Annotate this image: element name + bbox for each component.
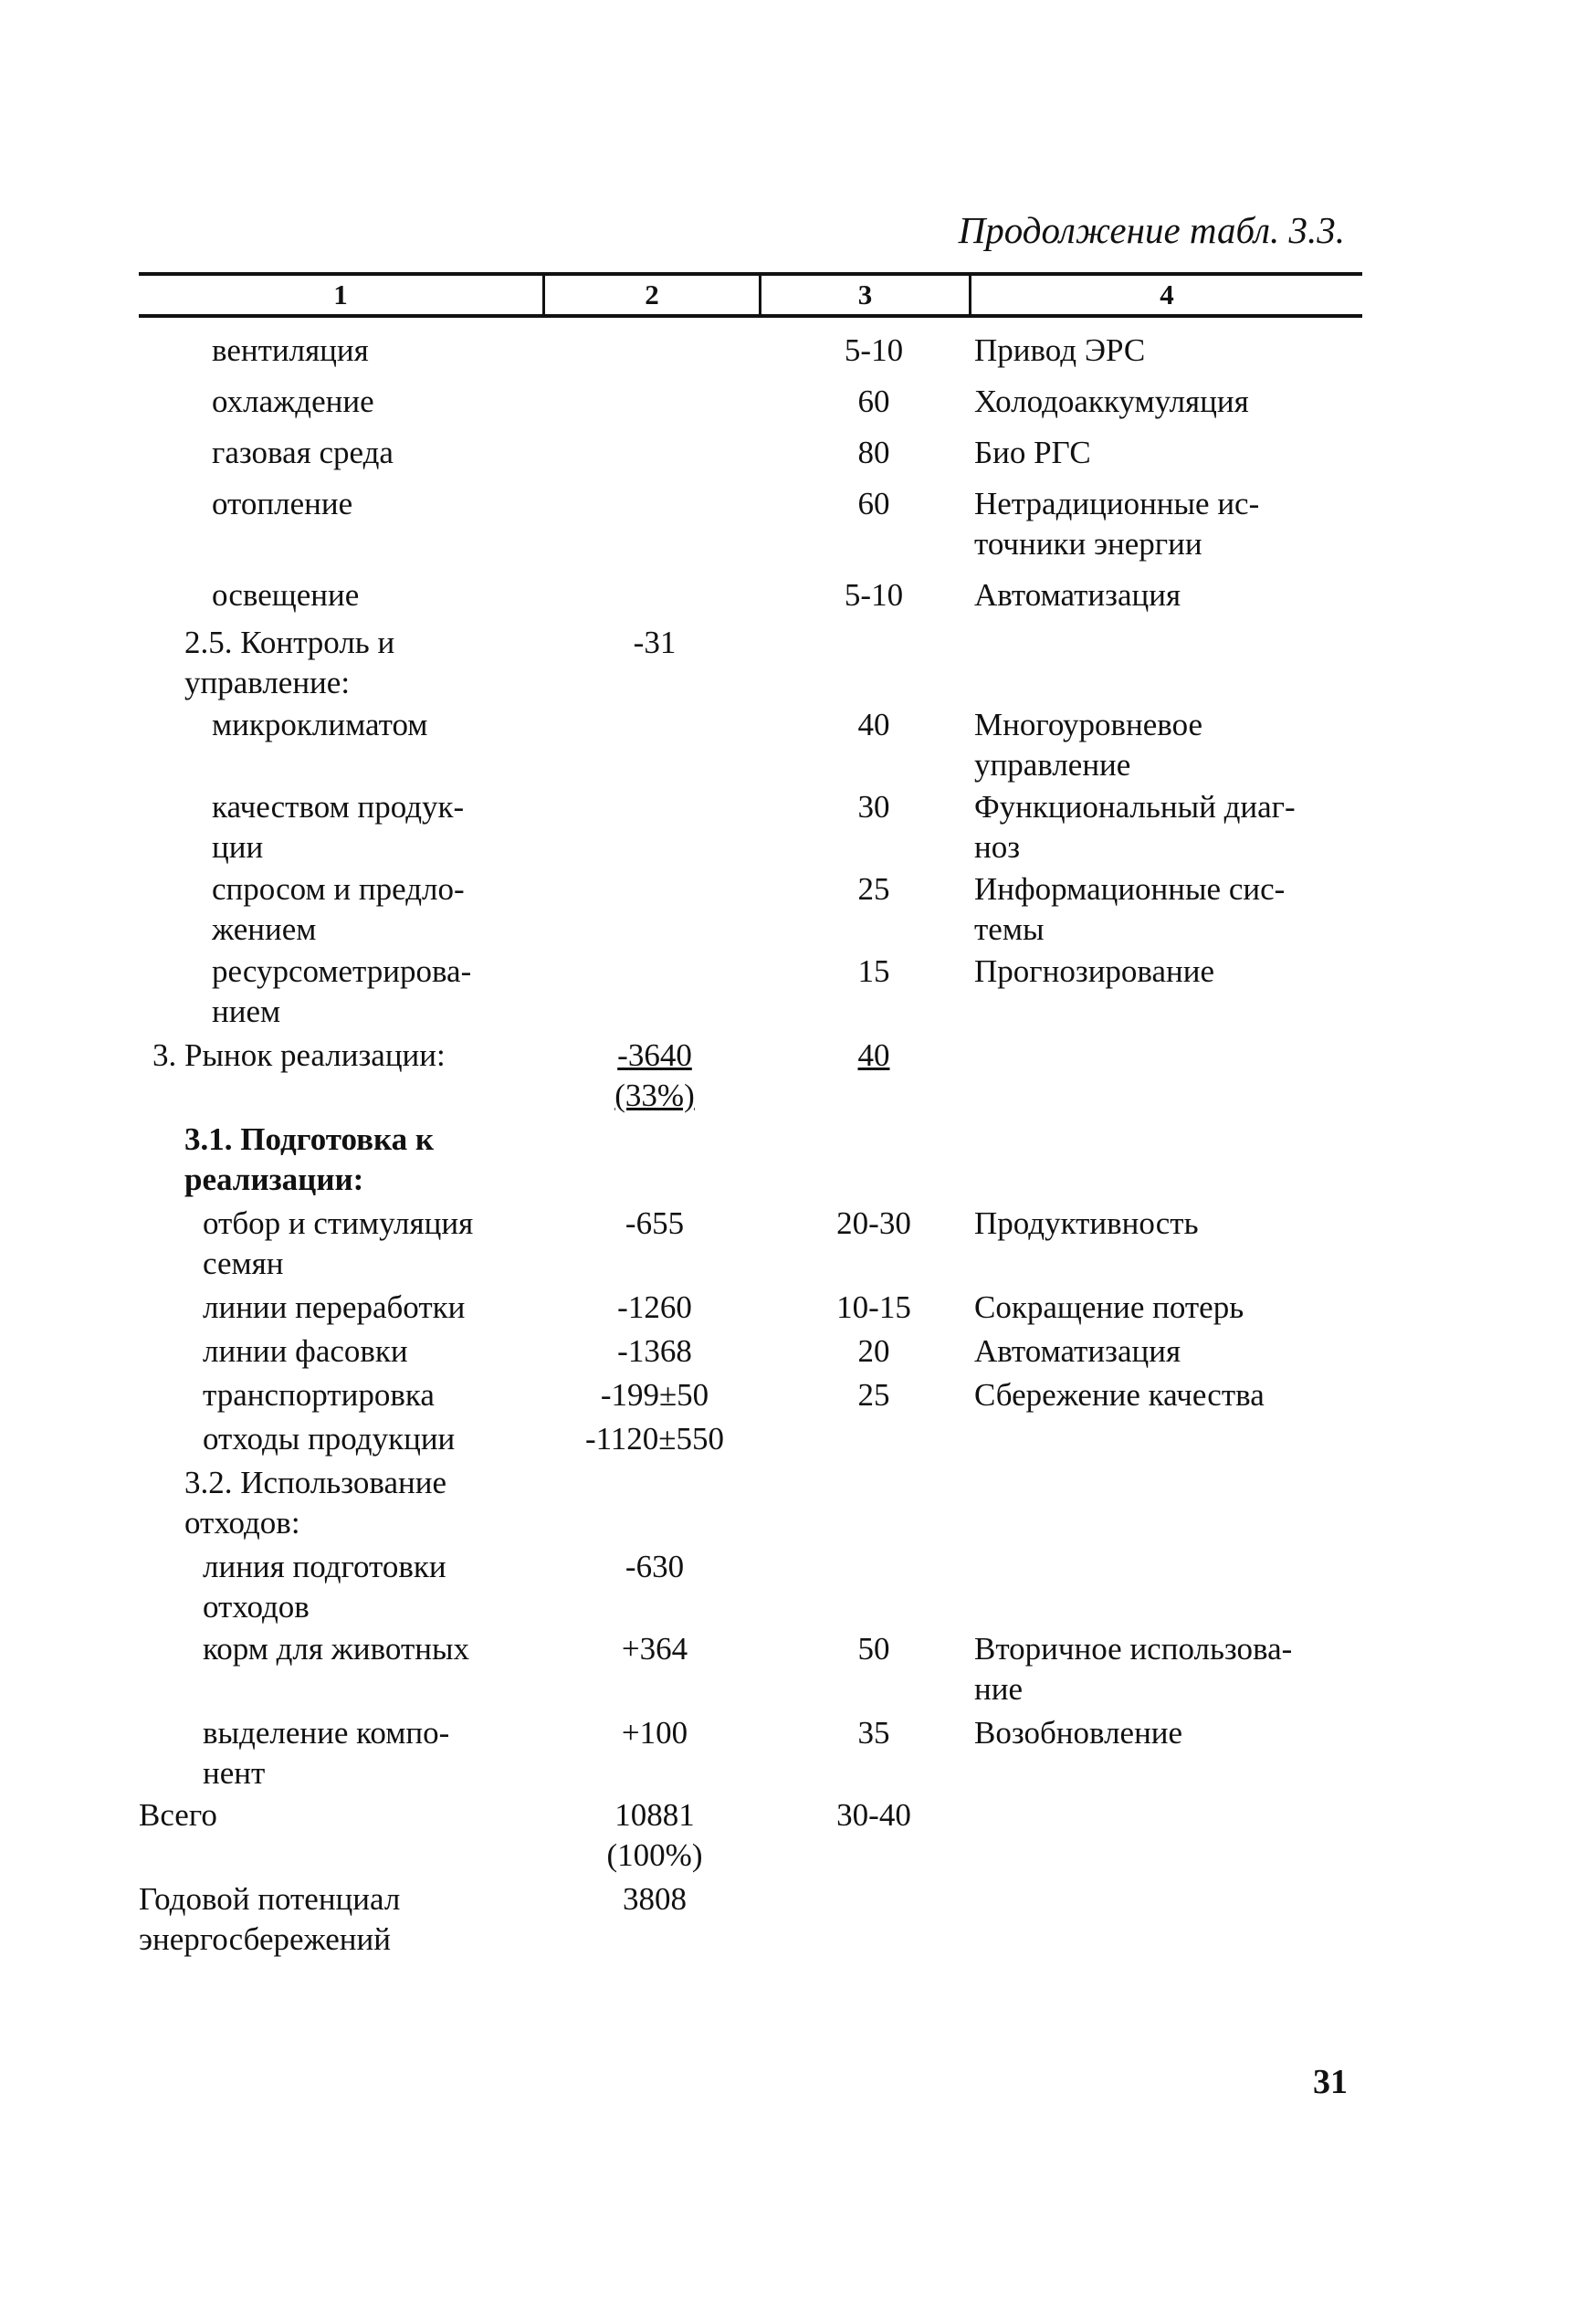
cell-c3: 60 [857, 486, 890, 521]
cell-c3: 25 [857, 1377, 890, 1413]
header-col-1: 1 [333, 279, 348, 310]
table-caption: Продолжение табл. 3.3. [958, 209, 1345, 251]
cell-c1: ресурсометрирова- нием [212, 953, 472, 1029]
data-table [139, 272, 1362, 1957]
cell-c1: 3.2. Использование отходов: [184, 1465, 446, 1541]
cell-c1: 3.1. Подготовка к реализации: [184, 1121, 435, 1197]
cell-c3: 60 [857, 384, 890, 419]
cell-c3: 30 [857, 789, 890, 825]
cell-c4: Сбережение качества [974, 1377, 1265, 1413]
table-header [139, 272, 1362, 318]
cell-c3: 5-10 [844, 577, 904, 613]
cell-c1: отбор и стимуляция семян [203, 1205, 474, 1281]
cell-c2: -1120±550 [584, 1421, 725, 1457]
cell-c3: 20 [857, 1333, 890, 1369]
cell-c2: -3640 (33%) [614, 1037, 695, 1113]
cell-c4: Возобновление [974, 1715, 1183, 1751]
cell-c4: Прогнозирование [974, 953, 1215, 989]
cell-c3: 30-40 [836, 1797, 911, 1833]
cell-c1: газовая среда [212, 435, 394, 470]
cell-c1: Всего [139, 1797, 217, 1833]
cell-c1: отопление [212, 486, 353, 521]
cell-c2: -655 [625, 1205, 685, 1241]
cell-c2: +100 [621, 1715, 688, 1751]
cell-c4: Сокращение потерь [974, 1289, 1244, 1325]
cell-c1: 2.5. Контроль и управление: [184, 625, 395, 700]
cell-c1: вентиляция [212, 332, 369, 368]
cell-c4: Био РГС [974, 435, 1091, 470]
cell-c3: 15 [857, 953, 890, 989]
cell-c1: корм для животных [203, 1631, 469, 1667]
cell-c3: 10-15 [836, 1289, 911, 1325]
cell-c2: -1260 [617, 1289, 692, 1325]
header-col-2: 2 [542, 276, 759, 314]
cell-c3: 80 [857, 435, 890, 470]
cell-c4: Привод ЭРС [974, 332, 1146, 368]
cell-c1: охлаждение [212, 384, 374, 419]
cell-c3: 20-30 [836, 1205, 911, 1241]
cell-c4: Нетрадиционные ис- точники энергии [974, 486, 1260, 562]
cell-c4: Информационные сис- темы [974, 871, 1286, 947]
cell-c1: транспортировка [203, 1377, 435, 1413]
cell-c1: выделение компо- нент [203, 1715, 450, 1791]
cell-c2: 10881 (100%) [606, 1797, 703, 1873]
cell-c1: линия подготовки отходов [203, 1549, 446, 1625]
cell-c1: освещение [212, 577, 360, 613]
cell-c4: Функциональный диаг- ноз [974, 789, 1296, 865]
cell-c2: -1368 [617, 1333, 692, 1369]
cell-c1: 3. Рынок реализации: [152, 1037, 446, 1073]
header-col-3: 3 [759, 276, 969, 314]
cell-c1: спросом и предло- жением [212, 871, 465, 947]
cell-c1: отходы продукции [203, 1421, 456, 1457]
cell-c4: Продуктивность [974, 1205, 1199, 1241]
cell-c4: Автоматизация [974, 1333, 1181, 1369]
cell-c2: -630 [625, 1549, 685, 1584]
cell-c4: Автоматизация [974, 577, 1181, 613]
cell-c2: 3808 [623, 1881, 687, 1917]
cell-c1: линии фасовки [203, 1333, 408, 1369]
cell-c3: 40 [857, 707, 890, 742]
header-col-4: 4 [969, 276, 1362, 314]
cell-c1: линии переработки [203, 1289, 466, 1325]
cell-c2: -199±50 [600, 1377, 709, 1413]
cell-c2: -31 [633, 625, 677, 660]
page-number: 31 [1313, 2063, 1348, 2101]
cell-c1: качеством продук- ции [212, 789, 465, 865]
cell-c3: 5-10 [844, 332, 904, 368]
cell-c4: Многоуровневое управление [974, 707, 1203, 783]
cell-c3: 40 [857, 1037, 890, 1073]
cell-c4: Вторичное использова- ние [974, 1631, 1293, 1707]
cell-c4: Холодоаккумуляция [974, 384, 1249, 419]
cell-c3: 25 [857, 871, 890, 907]
cell-c1: Годовой потенциал энергосбережений [139, 1881, 401, 1957]
cell-c3: 50 [857, 1631, 890, 1667]
cell-c2: +364 [621, 1631, 688, 1667]
cell-c3: 35 [857, 1715, 890, 1751]
cell-c1: микроклиматом [212, 707, 428, 742]
